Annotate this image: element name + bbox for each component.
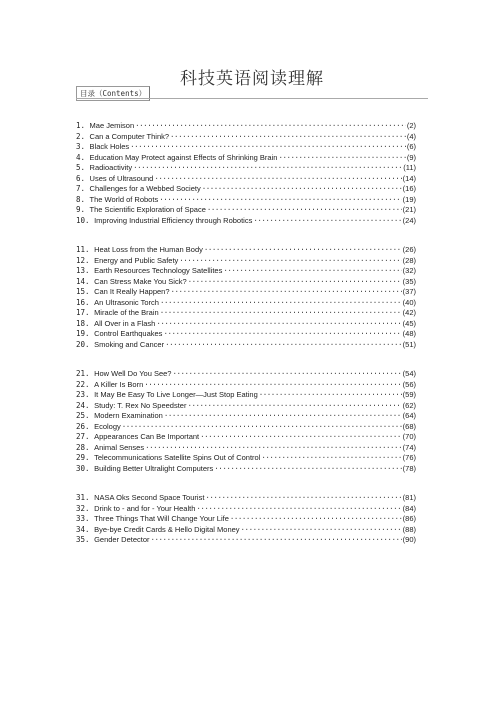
toc-entry-page: (76) <box>402 453 416 462</box>
toc-entry-number: 19. <box>76 329 90 338</box>
dot-leader <box>165 340 402 351</box>
toc-entry[interactable] <box>76 216 416 227</box>
toc-entry-number: 20. <box>76 339 90 349</box>
toc-entry-number: 29. <box>76 453 90 462</box>
toc-entry-title: Bye-bye Credit Cards & Hello Digital Money <box>94 524 240 534</box>
toc-entry-page: (48) <box>402 329 416 338</box>
toc-entry-page: (14) <box>402 173 416 183</box>
toc-entry-page: (64) <box>402 411 416 420</box>
dot-leader <box>196 504 401 515</box>
dot-leader <box>164 411 402 422</box>
toc-entry-page: (32) <box>402 266 416 275</box>
toc-entry-page: (42) <box>402 308 416 317</box>
dot-leader <box>214 464 401 475</box>
toc-entry-page: (37) <box>402 287 416 296</box>
toc-group <box>76 369 416 474</box>
toc-entry-page: (16) <box>402 184 416 193</box>
divider <box>76 98 428 99</box>
toc-entry[interactable] <box>76 329 416 340</box>
toc-entry-title: Education May Protect against Effects of Shrinking Brain <box>89 152 278 162</box>
dot-leader <box>205 493 401 504</box>
toc-entry[interactable] <box>76 525 416 536</box>
dot-leader <box>145 443 402 454</box>
toc-entry-number: 22. <box>76 379 90 389</box>
dot-leader <box>207 205 402 216</box>
toc-entry-page: (90) <box>402 535 416 544</box>
toc-entry[interactable] <box>76 453 416 464</box>
toc-entry-page: (88) <box>402 524 416 534</box>
toc-entry-number: 34. <box>76 524 90 534</box>
toc-entry-number: 32. <box>76 503 90 513</box>
toc-entry[interactable] <box>76 432 416 443</box>
toc-entry[interactable] <box>76 369 416 380</box>
toc-entry-page: (35) <box>402 276 416 286</box>
toc-entry-title: An Ultrasonic Torch <box>94 297 159 307</box>
toc-entry-page: (6) <box>406 142 416 151</box>
toc-group <box>76 493 416 546</box>
toc-entry[interactable] <box>76 266 416 277</box>
toc-entry-title: Ecology <box>94 421 121 431</box>
toc-entry[interactable] <box>76 132 416 143</box>
toc-entry-title: It May Be Easy To Live Longer—Just Stop Eating <box>94 390 258 399</box>
toc-entry-number: 18. <box>76 318 90 328</box>
toc-entry-title: Radioactivity <box>89 163 133 172</box>
toc-entry[interactable] <box>76 340 416 351</box>
dot-leader <box>259 390 402 401</box>
toc-entry-page: (11) <box>403 163 416 172</box>
toc-entry-page: (84) <box>402 503 416 513</box>
toc-entry-page: (74) <box>402 442 416 452</box>
dot-leader <box>135 121 406 132</box>
toc-entry-page: (56) <box>402 379 416 389</box>
toc-entry-title: Control Earthquakes <box>94 329 163 338</box>
toc-entry-number: 13. <box>76 266 90 275</box>
toc-entry[interactable] <box>76 308 416 319</box>
toc-entry-title: A Killer Is Born <box>94 379 144 389</box>
toc-entry-page: (78) <box>402 463 416 473</box>
toc-entry-page: (70) <box>402 432 416 441</box>
toc-entry[interactable] <box>76 121 416 132</box>
toc-entry-page: (81) <box>402 493 416 502</box>
toc-entry-number: 10. <box>76 215 90 225</box>
toc-entry[interactable] <box>76 184 416 195</box>
dot-leader <box>160 298 402 309</box>
toc-entry-title: Three Things That Will Change Your Life <box>94 514 229 523</box>
toc-entry-title: The World of Robots <box>89 194 159 204</box>
toc-entry-number: 11. <box>76 245 90 254</box>
toc-entry-title: Can a Computer Think? <box>89 131 170 141</box>
toc-entry-page: (21) <box>402 205 416 214</box>
toc-entry-number: 31. <box>76 493 90 502</box>
toc-entry-title: Modern Examination <box>94 411 163 420</box>
toc-entry-page: (26) <box>402 245 416 254</box>
toc-entry[interactable] <box>76 390 416 401</box>
toc-entry-number: 24. <box>76 400 90 410</box>
toc-entry-title: Animal Senses <box>94 442 145 452</box>
toc-group <box>76 245 416 350</box>
toc-entry-title: How Well Do You See? <box>94 369 172 378</box>
toc-entry-page: (9) <box>406 152 416 162</box>
toc-entry-title: Can It Really Happen? <box>94 287 170 296</box>
toc-entry-number: 35. <box>76 535 90 544</box>
dot-leader <box>156 319 401 330</box>
toc-label: 目录（Contents） <box>76 86 150 101</box>
toc-entry[interactable] <box>76 411 416 422</box>
toc-entry[interactable] <box>76 443 416 454</box>
toc-entry-title: Improving Industrial Efficiency through Robotics <box>94 215 253 225</box>
table-of-contents <box>76 121 416 565</box>
toc-entry-number: 8. <box>76 194 86 204</box>
dot-leader <box>130 142 406 153</box>
toc-entry[interactable] <box>76 142 416 153</box>
toc-entry[interactable] <box>76 277 416 288</box>
toc-entry[interactable] <box>76 504 416 515</box>
dot-leader <box>253 216 401 227</box>
toc-entry[interactable] <box>76 380 416 391</box>
toc-entry-title: Can Stress Make You Sick? <box>94 276 187 286</box>
toc-entry-page: (54) <box>402 369 416 378</box>
toc-entry-page: (51) <box>402 339 416 349</box>
toc-entry-page: (59) <box>402 390 416 399</box>
toc-entry-number: 28. <box>76 442 90 452</box>
toc-entry[interactable] <box>76 298 416 309</box>
toc-entry-title: Smoking and Cancer <box>94 339 165 349</box>
toc-entry-page: (62) <box>402 400 416 410</box>
toc-entry[interactable] <box>76 245 416 256</box>
toc-entry-title: Building Better Ultralight Computers <box>94 463 214 473</box>
dot-leader <box>179 256 401 267</box>
toc-entry-page: (19) <box>402 194 416 204</box>
toc-entry-title: All Over in a Flash <box>94 318 156 328</box>
dot-leader <box>151 535 402 546</box>
toc-entry-number: 9. <box>76 205 86 214</box>
toc-entry-page: (40) <box>402 297 416 307</box>
toc-entry[interactable] <box>76 514 416 525</box>
dot-leader <box>230 514 402 525</box>
dot-leader <box>261 453 401 464</box>
toc-entry-title: Study: T. Rex No Speedster <box>94 400 187 410</box>
dot-leader <box>171 287 402 298</box>
dot-leader <box>241 525 402 536</box>
toc-entry-number: 2. <box>76 131 86 141</box>
toc-entry[interactable] <box>76 535 416 546</box>
toc-entry-page: (86) <box>402 514 416 523</box>
toc-entry-number: 6. <box>76 173 86 183</box>
toc-entry[interactable] <box>76 401 416 412</box>
toc-entry-page: (4) <box>406 131 416 141</box>
toc-entry-title: Heat Loss from the Human Body <box>94 245 203 254</box>
toc-entry[interactable] <box>76 287 416 298</box>
dot-leader <box>122 422 402 433</box>
toc-entry-page: (28) <box>402 255 416 265</box>
toc-entry-title: Gender Detector <box>94 535 150 544</box>
toc-entry[interactable] <box>76 205 416 216</box>
toc-entry-title: Miracle of the Brain <box>94 308 159 317</box>
toc-entry-number: 7. <box>76 184 86 193</box>
dot-leader <box>133 163 402 174</box>
toc-entry[interactable] <box>76 174 416 185</box>
toc-entry[interactable] <box>76 153 416 164</box>
toc-entry-number: 26. <box>76 421 90 431</box>
toc-entry-title: Mae Jemison <box>89 121 135 130</box>
toc-entry-title: Earth Resources Technology Satellites <box>94 266 223 275</box>
toc-entry-number: 4. <box>76 152 86 162</box>
toc-entry-title: The Scientific Exploration of Space <box>89 205 206 214</box>
toc-entry-title: Appearances Can Be Important <box>94 432 200 441</box>
dot-leader <box>200 432 402 443</box>
toc-entry-number: 30. <box>76 463 90 473</box>
toc-entry-title: Uses of Ultrasound <box>89 173 154 183</box>
toc-entry-title: Energy and Public Safety <box>94 255 179 265</box>
toc-entry-number: 23. <box>76 390 90 399</box>
toc-entry-title: Drink to - and for - Your Health <box>94 503 196 513</box>
dot-leader <box>170 132 406 143</box>
toc-entry-title: Telecommunications Satellite Spins Out of Control <box>94 453 261 462</box>
dot-leader <box>202 184 402 195</box>
document-title: 科技英语阅读理解 <box>180 69 324 89</box>
dot-leader <box>172 369 401 380</box>
toc-entry-number: 1. <box>76 121 86 130</box>
toc-entry-page: (24) <box>402 215 416 225</box>
dot-leader <box>223 266 401 277</box>
dot-leader <box>159 195 401 206</box>
toc-entry-number: 15. <box>76 287 90 296</box>
toc-entry[interactable] <box>76 256 416 267</box>
toc-entry-number: 21. <box>76 369 90 378</box>
toc-entry-number: 12. <box>76 255 90 265</box>
toc-entry-number: 25. <box>76 411 90 420</box>
dot-leader <box>187 401 401 412</box>
dot-leader <box>278 153 405 164</box>
toc-entry-title: Challenges for a Webbed Society <box>89 184 201 193</box>
toc-entry-title: NASA Oks Second Space Tourist <box>94 493 205 502</box>
toc-entry[interactable] <box>76 493 416 504</box>
toc-entry[interactable] <box>76 464 416 475</box>
dot-leader <box>163 329 401 340</box>
toc-entry-page: (68) <box>402 421 416 431</box>
toc-entry-number: 14. <box>76 276 90 286</box>
toc-entry-number: 17. <box>76 308 90 317</box>
toc-entry[interactable] <box>76 163 416 174</box>
toc-entry[interactable] <box>76 319 416 330</box>
toc-entry-page: (2) <box>406 121 416 130</box>
dot-leader <box>144 380 401 391</box>
toc-entry-page: (45) <box>402 318 416 328</box>
toc-entry-title: Black Holes <box>89 142 130 151</box>
toc-entry[interactable] <box>76 422 416 433</box>
dot-leader <box>188 277 402 288</box>
dot-leader <box>204 245 402 256</box>
dot-leader <box>160 308 402 319</box>
toc-group <box>76 121 416 226</box>
toc-entry-number: 5. <box>76 163 86 172</box>
toc-entry[interactable] <box>76 195 416 206</box>
toc-entry-number: 16. <box>76 297 90 307</box>
toc-entry-number: 33. <box>76 514 90 523</box>
dot-leader <box>154 174 401 185</box>
toc-entry-number: 27. <box>76 432 90 441</box>
toc-entry-number: 3. <box>76 142 86 151</box>
